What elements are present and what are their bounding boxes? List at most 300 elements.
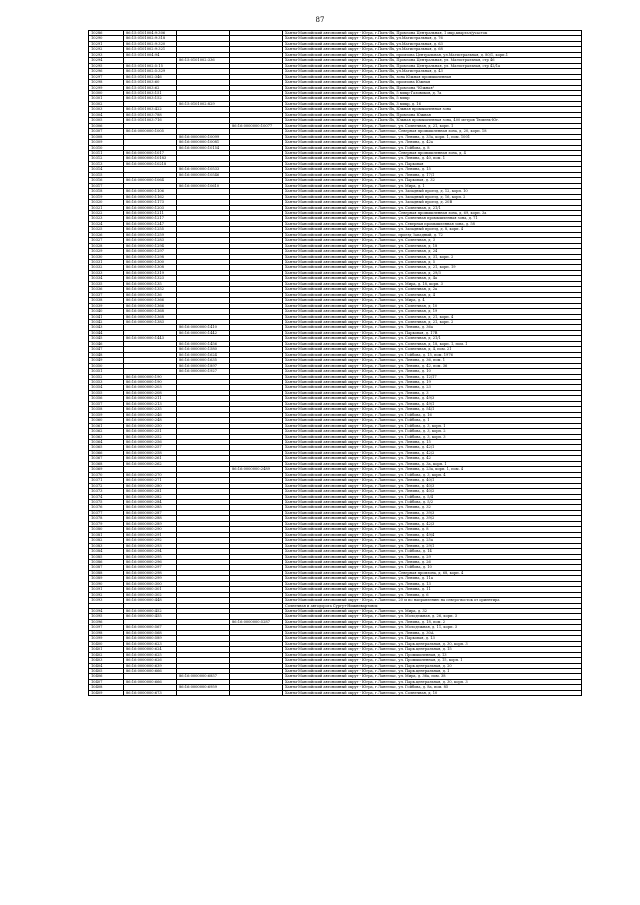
address-cell: Ханты-Мансийский автономный округ - Югра, г.Пыть-Ях, Промзона Центральная, 1 мкр,квартал/участок	[283, 31, 582, 36]
row-number-cell: 10322	[89, 210, 124, 215]
cadastral-number-land-cell: 86:16:0000000:288	[124, 516, 177, 521]
row-number-cell: 10320	[89, 200, 124, 205]
address-cell: Ханты-Мансийский автономный округ - Югра, г.Лангепас, Северная промзона, д. 68, корп. 4	[283, 570, 582, 575]
row-number-cell: 10332	[89, 265, 124, 270]
cadastral-number-land-cell: 86:16:0000000:292	[124, 538, 177, 543]
row-number-cell: 10317	[89, 183, 124, 188]
cadastral-number-land-cell: 86:16:0000000:1255	[124, 227, 177, 232]
address-cell: Ханты-Мансийский автономный округ - Югра, г.Лангепас, ул. Гойбова, д. 8	[283, 145, 582, 150]
cadastral-number-land-cell: 86:16:0000000:1297	[124, 249, 177, 254]
cadastral-number-land-cell: 86:16:0000000:1294	[124, 243, 177, 248]
address-cell: Ханты-Мансийский автономный округ - Югра, г.Пыть-Ях, Южная промышленная зона	[283, 107, 582, 112]
cadastral-number-land-cell: 86:16:0000000:1368	[124, 309, 177, 314]
row-number-cell: 10318	[89, 189, 124, 194]
cadastral-number-land-cell: 86:15:0101003:422	[124, 107, 177, 112]
row-number-cell: 10409	[89, 690, 124, 695]
address-cell: Ханты-Мансийский автономный округ - Югра, г.Лангепас, ул. Ленина, д. 12/17	[283, 374, 582, 379]
row-number-cell: 10351	[89, 369, 124, 374]
row-number-cell: 10383	[89, 543, 124, 548]
row-number-cell: 10392	[89, 592, 124, 597]
cadastral-number-land-cell: 86:15:0101002:346	[124, 74, 177, 79]
row-number-cell: 10298	[89, 80, 124, 85]
cadastral-number-land-cell: 86:16:0000000:639	[124, 663, 177, 668]
row-number-cell: 10369	[89, 467, 124, 472]
address-cell: Ханты-Мансийский автономный округ - Югра, г.Лангепас, ул. Гойбова, д. 10	[283, 565, 582, 570]
address-cell: Ханты-Мансийский автономный округ - Югра, г.Лангепас, ул. Парковая, д. 13	[283, 636, 582, 641]
row-number-cell: 10357	[89, 401, 124, 406]
address-cell: Ханты-Мансийский автономный округ - Югра, г.Лангепас, ул. Солнечная, д. 4	[283, 292, 582, 297]
cadastral-number-land-cell: 86:16:0000000:208	[124, 390, 177, 395]
cadastral-number-building-cell: 86:16:0000000:1635	[177, 358, 230, 363]
row-number-cell: 10338	[89, 298, 124, 303]
address-cell: Ханты-Мансийский автономный округ - Югра, г.Лангепас, ул. Ленина, д. 40/3	[283, 483, 582, 488]
address-cell: Ханты-Мансийский автономный округ - Югра, г.Лангепас, ул. Гойбова, д. 3, корп. 3	[283, 434, 582, 439]
cadastral-number-land-cell: 86:16:0000000:10218	[124, 161, 177, 166]
address-cell: Ханты-Мансийский автономный округ - Югра, г.Пыть-Ях, Южная промышленная зона, 400 метров Тюмень-Юг.	[283, 118, 582, 123]
cadastral-number-land-cell: 86:16:0000000:589	[124, 636, 177, 641]
cadastral-number-land-cell: 86:16:0000000:1162	[124, 194, 177, 199]
address-cell: Ханты-Мансийский автономный округ - Югра, г.Лангепас, 20 м по направлению на северо-восток от ориентира	[283, 598, 582, 603]
address-cell: Ханты-Мансийский автономный округ - Югра, г.Лангепас, ул. Ленина, д. 40, пом. 1	[283, 156, 582, 161]
address-cell: Ханты-Мансийский автономный округ - Югра, г.Пыть-Ях, промзона Центральная, ул.Магистральная, д. 80/1, корп.1	[283, 52, 582, 57]
cadastral-number-land-cell: 86:16:0000000:248	[124, 418, 177, 423]
row-number-cell: 10303	[89, 107, 124, 112]
row-number-cell: 10345	[89, 336, 124, 341]
row-number-cell: 10326	[89, 232, 124, 237]
row-number-cell: 10348	[89, 352, 124, 357]
cadastral-number-land-cell: 86:16:0000000:1173	[124, 200, 177, 205]
address-cell: Ханты-Мансийский автономный округ - Югра, г.Лангепас, ул. Ленина, д. 23а, корп. 1, пом. 4	[283, 467, 582, 472]
row-number-cell: 10311	[89, 150, 124, 155]
address-cell: Ханты-Мансийский автономный округ - Югра, г.Лангепас, ул. Солнечная, д. 5	[283, 260, 582, 265]
cadastral-number-land-cell: 86:16:0000000:261	[124, 456, 177, 461]
row-number-cell: 10356	[89, 396, 124, 401]
address-cell: Ханты-Мансийский автономный округ - Югра, г.Лангепас, ул. Солнечная, д. 10	[283, 303, 582, 308]
address-cell: Ханты-Мансийский автономный округ - Югра, г.Лангепас, ул. Мира, д. 18, корп. 3	[283, 281, 582, 286]
row-number-cell: 10344	[89, 330, 124, 335]
row-number-cell: 10404	[89, 663, 124, 668]
row-number-cell: 10373	[89, 489, 124, 494]
cadastral-number-land-cell: 86:16:0000000:296	[124, 559, 177, 564]
row-number-cell: 10330	[89, 254, 124, 259]
row-number-cell: 10384	[89, 549, 124, 554]
cadastral-number-land-cell: 86:16:0000000:1283	[124, 238, 177, 243]
row-number-cell: 10301	[89, 96, 124, 101]
row-number-cell: 10367	[89, 456, 124, 461]
address-cell: Ханты-Мансийский автономный округ - Югра, г.Лангепас, ул. Ленина, д. 3а, корп. 1	[283, 461, 582, 466]
cadastral-number-land-cell: 86:16:0000000:290	[124, 527, 177, 532]
address-cell: Ханты-Мансийский автономный округ - Югра, г.Лангепас, ул. Ленина, д. 3	[283, 390, 582, 395]
address-cell: Ханты-Мансийский автономный округ - Югра, г.Лангепас, проезд Западный, д. 72	[283, 232, 582, 237]
cadastral-number-land-cell: 86:16:0000000:1323	[124, 276, 177, 281]
cadastral-number-land-cell: 86:15:0101004:9:306	[124, 31, 177, 36]
row-number-cell: 10297	[89, 74, 124, 79]
address-cell: Ханты-Мансийский автономный округ - Югра, г.Лангепас, ул. Ленина, д. 42/3	[283, 521, 582, 526]
cadastral-number-land-cell: 86:16:0000000:136	[124, 292, 177, 297]
cadastral-number-building-cell: 86:15:0101002:829	[177, 101, 230, 106]
cadastral-number-land-cell: 86:16:0000000:666	[124, 669, 177, 674]
cadastral-number-land-cell: 86:15:0101004:94	[124, 52, 177, 57]
cadastral-number-land-cell: 86:16:0000000:673	[124, 690, 177, 695]
table-row	[89, 690, 582, 695]
address-cell: Ханты-Мансийский автономный округ - Югра, г.Лангепас, ул. Солнечная, д. 4а	[283, 276, 582, 281]
cadastral-number-premises-cell: 86:16:0000000:10077	[230, 123, 283, 128]
address-cell: Ханты-Мансийский автономный округ - Югра, г.Лангепас, ул. Ленина, д. 42	[283, 456, 582, 461]
address-cell: Ханты-Мансийский автономный округ - Югра, г.Лангепас, ул. Солнечная, д. 29/3	[283, 270, 582, 275]
cadastral-number-land-cell: 86:16:0000000:281	[124, 489, 177, 494]
address-cell: Ханты-Мансийский автономный округ - Югра, г.Пыть-Ях, промзона Южная	[283, 80, 582, 85]
row-number-cell: 10319	[89, 194, 124, 199]
cadastral-number-land-cell: 86:15:0101003:788	[124, 112, 177, 117]
cadastral-number-premises-cell: 86:16:0000000:2489	[230, 467, 283, 472]
row-number-cell: 10402	[89, 652, 124, 657]
row-number-cell: 10396	[89, 619, 124, 624]
row-number-cell: 10321	[89, 205, 124, 210]
row-number-cell: 10407	[89, 679, 124, 684]
cadastral-number-land-cell: 86:16:0000000:1064	[124, 178, 177, 183]
cadastral-number-land-cell: 86:16:0000000:262	[124, 461, 177, 466]
cadastral-number-land-cell: 86:16:0000000:300	[124, 581, 177, 586]
cadastral-number-land-cell: 86:16:0000000:251	[124, 429, 177, 434]
address-cell: Ханты-Мансийский автономный округ - Югра, г.Лангепас, ул. Гойбова, д. 15, пом. 1976	[283, 352, 582, 357]
row-number-cell: 10349	[89, 358, 124, 363]
cadastral-number-land-cell: 86:16:0000000:294	[124, 549, 177, 554]
address-cell: Ханты-Мансийский автономный округ - Югра, г.Лангепас, ул. Ленина, д. 19	[283, 380, 582, 385]
address-cell: Ханты-Мансийский автономный округ - Югра, г.Лангепас, ул. Ленина, д. 33а, корп. 1, пом. 1001	[283, 134, 582, 139]
address-cell: Ханты-Мансийский автономный округ - Югра, г.Лангепас, ул. Парковая, д. 32	[283, 178, 582, 183]
row-number-cell: 10296	[89, 69, 124, 74]
row-number-cell: 10389	[89, 576, 124, 581]
address-cell: Ханты-Мансийский автономный округ - Югра, г.Пыть-Ях, зона Южная промышленная	[283, 74, 582, 79]
row-number-cell: 10385	[89, 554, 124, 559]
cadastral-number-land-cell: 86:16:0000000:1017	[124, 150, 177, 155]
row-number-cell: 10305	[89, 118, 124, 123]
address-cell: Ханты-Мансийский автономный округ - Югра, г.Лангепас, ул. Солнечная, д. 21, корп. 4	[283, 314, 582, 319]
row-number-cell: 10406	[89, 674, 124, 679]
row-number-cell: 10379	[89, 521, 124, 526]
cadastral-number-building-cell: 86:16:0000000:10610	[177, 183, 230, 188]
address-cell: Ханты-Мансийский автономный округ - Югра, г.Пыть-Ях, 5 микр	[283, 96, 582, 101]
cadastral-number-land-cell: 86:16:0000000:452	[124, 609, 177, 614]
cadastral-number-land-cell: 86:16:0000000:211	[124, 396, 177, 401]
cadastral-number-building-cell: 86:16:0000000:10081	[177, 140, 230, 145]
address-cell: Ханты-Мансийский автономный округ - Югра, г.Лангепас, ул. Солнечная, д. 10	[283, 690, 582, 695]
address-cell: Ханты-Мансийский автономный округ - Югра, г.Лангепас, ул. Солнечная промышленная зона, д. 71	[283, 216, 582, 221]
cadastral-number-building-cell: 86:16:0000000:1897	[177, 363, 230, 368]
cadastral-number-land-cell: 86:16:0000000:302	[124, 592, 177, 597]
cadastral-number-land-cell: 86:16:0000000:282	[124, 494, 177, 499]
row-number-cell: 10340	[89, 309, 124, 314]
address-cell: Ханты-Мансийский автономный округ - Югра, г.Лангепас, ул. Солнечная, д. 21/1	[283, 336, 582, 341]
address-cell: Ханты-Мансийский автономный округ - Югра, г.Лангепас, ул. Солнечная, д. 21, корп. 19	[283, 265, 582, 270]
cadastral-number-land-cell: 86:16:0000000:256	[124, 439, 177, 444]
row-number-cell: 10358	[89, 407, 124, 412]
address-cell: Ханты-Мансийский автономный округ - Югра, г.Пыть-Ях, Промзона "Южная"	[283, 85, 582, 90]
cadastral-number-building-cell: 86:16:0000000:1580	[177, 347, 230, 352]
cadastral-number-building-cell: 86:16:0000000:10154	[177, 145, 230, 150]
row-number-cell: 10336	[89, 287, 124, 292]
address-cell: Ханты-Мансийский автономный округ - Югра, г.Лангепас, ул. Ленина, д. 49/1	[283, 401, 582, 406]
cadastral-number-land-cell: 86:16:0000000:213	[124, 401, 177, 406]
row-number-cell: 10309	[89, 140, 124, 145]
row-number-cell: 10355	[89, 390, 124, 395]
address-cell: Ханты-Мансийский автономный округ - Югра, г.Лангепас, ул. Солнечная, д. 24	[283, 249, 582, 254]
address-cell: Ханты-Мансийский автономный округ - Югра, г.Лангепас, ул. Парк.центральная, д. 30, корп. 3	[283, 679, 582, 684]
row-number-cell: 10323	[89, 216, 124, 221]
cadastral-number-land-cell: 86:16:0000000:203	[124, 385, 177, 390]
row-number-cell: 10382	[89, 538, 124, 543]
row-number-cell: 10394	[89, 609, 124, 614]
row-number-cell: 10391	[89, 587, 124, 592]
row-number-cell: 10290	[89, 36, 124, 41]
cadastral-number-land-cell: 86:16:0000000:1383	[124, 320, 177, 325]
address-cell: Ханты-Мансийский автономный округ - Югра, г.Лангепас, ул. Ленина, д. 8	[283, 527, 582, 532]
row-number-cell: 10353	[89, 380, 124, 385]
address-cell: Ханты-Мансийский автономный округ - Югра, г.Пыть-Ях, ул.Магистральная, д. 76	[283, 36, 582, 41]
address-cell: Ханты-Мансийский автономный округ - Югра, г.Лангепас, ул. Гойбова, д. 5/2	[283, 499, 582, 504]
cadastral-number-land-cell: 86:16:0000000:1259	[124, 232, 177, 237]
row-number-cell: 10337	[89, 292, 124, 297]
row-number-cell: 10310	[89, 145, 124, 150]
cadastral-number-land-cell: 86:15:0101002:9:321	[124, 47, 177, 52]
address-cell: Ханты-Мансийский автономный округ - Югра, г.Лангепас, ул. Ленина, д. 11	[283, 587, 582, 592]
address-cell: Ханты-Мансийский автономный округ - Югра, г.Лангепас, ул. Ленина, д. 6	[283, 592, 582, 597]
cadastral-number-land-cell: 86:16:0000000:135	[124, 281, 177, 286]
address-cell: Ханты-Мансийский автономный округ - Югра, г.Лангепас, ул. Молодежная, д. 26, корп. 3	[283, 614, 582, 619]
row-number-cell: 10313	[89, 161, 124, 166]
row-number-cell: 10316	[89, 178, 124, 183]
row-number-cell: 10324	[89, 221, 124, 226]
address-cell: Ханты-Мансийский автономный округ - Югра, г.Лангепас, Северная промышленная зона, д. 4	[283, 150, 582, 155]
address-cell: Ханты-Мансийский автономный округ - Югра, г.Лангепас, ул. Ленина, д. 42/1	[283, 445, 582, 450]
cadastral-number-land-cell: 86:16:0000000:291	[124, 532, 177, 537]
address-cell: Ханты-Мансийский автономный округ - Югра, г.Лангепас, ул. Солнечная, д. 19	[283, 309, 582, 314]
address-cell: Ханты-Мансийский автономный округ - Югра, г.Лангепас, ул. Ленина, д. 11а	[283, 576, 582, 581]
address-cell: Ханты-Мансийский автономный округ - Югра, г.Лангепас, Северная промышленная зона, д. 20, корп. 18	[283, 129, 582, 134]
address-cell: Ханты-Мансийский автономный округ - Югра, г.Лангепас, ул. Западный проезд, д. 16, корп. 2	[283, 194, 582, 199]
address-cell: Ханты-Мансийский автономный округ - Югра, г.Лангепас, ул. Мира, д. 32	[283, 609, 582, 614]
row-number-cell: 10346	[89, 341, 124, 346]
address-cell: Ханты-Мансийский автономный округ - Югра, г.Лангепас, ул. Гойбова, д. 3, корп. 4	[283, 472, 582, 477]
row-number-cell: 10390	[89, 581, 124, 586]
row-number-cell: 10294	[89, 58, 124, 63]
row-number-cell: 10306	[89, 123, 124, 128]
address-cell: Ханты-Мансийский автономный округ - Югра, г.Пыть-Ях, ул.Магистральная, д. 63	[283, 41, 582, 46]
cadastral-number-premises-cell	[230, 690, 283, 695]
row-number-cell: 10347	[89, 347, 124, 352]
cadastral-number-building-cell: 86:16:0000000:1927	[177, 369, 230, 374]
row-number-cell: 10359	[89, 412, 124, 417]
row-number-cell: 10292	[89, 47, 124, 52]
address-cell: Ханты-Мансийский автономный округ - Югра, г.Лангепас, ул. Западный проезд, д. 8, корп. 4	[283, 227, 582, 232]
address-cell: Солнечная и автодорога Сургут-Нижневартовск	[283, 603, 582, 608]
row-number-cell: 10342	[89, 320, 124, 325]
address-cell: Ханты-Мансийский автономный округ - Югра, г.Лангепас, ул. Гойбова, д. 14	[283, 549, 582, 554]
address-cell: Ханты-Мансийский автономный округ - Югра, г.Лангепас, ул. Молодежная, д. 11, корп. 3	[283, 625, 582, 630]
address-cell: Ханты-Мансийский автономный округ - Югра, г.Лангепас, ул. Ленина, д. 15	[283, 167, 582, 172]
cadastral-number-land-cell: 86:16:0000000:666	[124, 679, 177, 684]
address-cell: Ханты-Мансийский автономный округ - Югра, г.Лангепас, ул. Промышленная, д. 13	[283, 652, 582, 657]
address-cell: Ханты-Мансийский автономный округ - Югра, г.Лангепас, ул. Мира, д. 36а, пом. 38	[283, 674, 582, 679]
address-cell: Ханты-Мансийский автономный округ - Югра, г.Лангепас, ул. Ленина, д. 29/1	[283, 543, 582, 548]
address-cell: Ханты-Мансийский автономный округ - Югра, г.Лангепас, ул. Ленина, д. 39/2	[283, 516, 582, 521]
address-cell: Ханты-Мансийский автономный округ - Югра, г.Лангепас, ул. Гойбова, д. 3, корп. 2	[283, 429, 582, 434]
cadastral-number-land-cell: 86:16:0000000:289	[124, 521, 177, 526]
address-cell: Ханты-Мансийский автономный округ - Югра, г.Лангепас, ул. Ленина, д. 29	[283, 554, 582, 559]
address-cell: Ханты-Мансийский автономный округ - Югра, г.Лангепас, ул. Ленина, д. 42а	[283, 140, 582, 145]
address-cell: Ханты-Мансийский автономный округ - Югра, г.Лангепас, ул. Парк.центральная, д. 15	[283, 647, 582, 652]
cadastral-number-land-cell: 86:15:0101003:716	[124, 118, 177, 123]
cadastral-number-land-cell: 86:16:0000000:297	[124, 565, 177, 570]
address-cell: Ханты-Мансийский автономный округ - Югра, г.Лангепас, ул. Ленина, д. 32	[283, 505, 582, 510]
row-number-cell: 10399	[89, 636, 124, 641]
cadastral-number-land-cell: 86:16:0000000:235	[124, 407, 177, 412]
cadastral-number-land-cell: 86:16:0000000:624	[124, 647, 177, 652]
cadastral-number-land-cell: 86:16:0000000:257	[124, 445, 177, 450]
cadastral-number-building-cell: 86:15:0101002:336	[177, 58, 230, 63]
address-cell: Ханты-Мансийский автономный округ - Югра, г.Лангепас, ул. Ленина, д. 36, пом. 1	[283, 358, 582, 363]
cadastral-number-premises-cell: 86:16:0000000:5287	[230, 619, 283, 624]
address-cell: Ханты-Мансийский автономный округ - Югра, г.Лангепас, ул. Парковая	[283, 161, 582, 166]
cadastral-number-land-cell: 86:16:0000000:190	[124, 380, 177, 385]
cadastral-number-land-cell: 86:15:0101003:151	[124, 90, 177, 95]
row-number-cell: 10366	[89, 450, 124, 455]
address-cell: Ханты-Мансийский автономный округ - Югра, г.Лангепас, ул. Солнечная, д. 31, корп. 2	[283, 254, 582, 259]
cadastral-number-land-cell: 86:15:0101002:9:318	[124, 36, 177, 41]
address-cell: Ханты-Мансийский автономный округ - Югра, г.Лангепас, ул. Мира, д. 1	[283, 183, 582, 188]
row-number-cell: 10300	[89, 90, 124, 95]
cadastral-number-land-cell: 86:16:0000000:455	[124, 614, 177, 619]
page-number: 87	[315, 16, 325, 24]
row-number-cell: 10343	[89, 325, 124, 330]
row-number-cell: 10403	[89, 658, 124, 663]
address-cell: Ханты-Мансийский автономный округ - Югра, г.Лангепас, ул. Северная промышленная зона, д. 58	[283, 221, 582, 226]
cadastral-number-land-cell: 86:16:0000000:10183	[124, 156, 177, 161]
row-number-cell: 10381	[89, 532, 124, 537]
row-number-cell: 10335	[89, 281, 124, 286]
address-cell: Ханты-Мансийский автономный округ - Югра, г.Лангепас, ул. Парк.центральная, д. 1	[283, 669, 582, 674]
cadastral-number-land-cell: 86:16:0000000:1211	[124, 210, 177, 215]
cadastral-number-land-cell: 86:15:0101003:62	[124, 85, 177, 90]
cadastral-number-land-cell: 86:16:0000000:1247	[124, 221, 177, 226]
cadastral-number-land-cell: 86:15:0101003:60	[124, 80, 177, 85]
cadastral-number-land-cell: 86:16:0000000:284	[124, 499, 177, 504]
address-cell: Ханты-Мансийский автономный округ - Югра, г.Пыть-Ях, ул.Магистральная, д. 68	[283, 47, 582, 52]
cadastral-number-land-cell: 86:16:0000000:280	[124, 483, 177, 488]
address-cell: Ханты-Мансийский автономный округ - Югра, г.Лангепас, ул. Солнечная, д. 2а	[283, 287, 582, 292]
cadastral-number-land-cell: 86:16:0000000:301	[124, 587, 177, 592]
address-cell: Ханты-Мансийский автономный округ - Югра, г.Лангепас, ул. Парк.центральная, д. 20	[283, 663, 582, 668]
cadastral-number-land-cell: 86:16:0000000:1368	[124, 314, 177, 319]
row-number-cell: 10372	[89, 483, 124, 488]
cadastral-number-building-cell: 86:16:0000000:10546	[177, 172, 230, 177]
address-cell: Ханты-Мансийский автономный округ - Югра, г.Лангепас, ул. Парк.центральная, д. 30, корп. 3	[283, 641, 582, 646]
cadastral-number-land-cell: 86:15:0101002:5:15	[124, 63, 177, 68]
cadastral-number-land-cell: 86:16:0000000:1300	[124, 260, 177, 265]
row-number-cell: 10376	[89, 505, 124, 510]
row-number-cell: 10350	[89, 363, 124, 368]
row-number-cell: 10397	[89, 625, 124, 630]
cadastral-number-land-cell: 86:16:0000000:1366	[124, 298, 177, 303]
row-number-cell: 10293	[89, 52, 124, 57]
row-number-cell: 10325	[89, 227, 124, 232]
address-cell: Ханты-Мансийский автономный округ - Югра, г.Лангепас, ул. Гойбова, д. 8а, пом. 85	[283, 685, 582, 690]
cadastral-number-building-cell: 86:16:0000000:1442	[177, 330, 230, 335]
row-number-cell: 10362	[89, 429, 124, 434]
address-cell: Ханты-Мансийский автономный округ - Югра, г.Лангепас, ул. Ленина, д. 18, пом. 2	[283, 619, 582, 624]
address-cell: Ханты-Мансийский автономный округ - Югра, г.Пыть-Ях, Промзона Южная	[283, 112, 582, 117]
cadastral-number-land-cell: 86:16:0000000:299	[124, 576, 177, 581]
row-number-cell: 10295	[89, 63, 124, 68]
cadastral-number-building-cell: 86:16:0000000:6959	[177, 685, 230, 690]
row-number-cell: 10327	[89, 238, 124, 243]
cadastral-number-land-cell: 86:15:0101002:5:329	[124, 69, 177, 74]
cadastral-number-land-cell: 86:16:0000000:285	[124, 505, 177, 510]
cadastral-number-land-cell: 86:16:0000000:623	[124, 641, 177, 646]
row-number-cell: 10307	[89, 129, 124, 134]
cadastral-number-land-cell: 86:16:0000000:252	[124, 434, 177, 439]
address-cell: Ханты-Мансийский автономный округ - Югра, г.Лангепас, ул. Солнечная, д. 21, корп. 1	[283, 123, 582, 128]
address-cell: Ханты-Мансийский автономный округ - Югра, г.Лангепас, ул. Ленина, д. 23	[283, 385, 582, 390]
address-cell: Ханты-Мансийский автономный округ - Югра, г.Лангепас, ул. Солнечная, д. 21/1	[283, 205, 582, 210]
address-cell: Ханты-Мансийский автономный округ - Югра, г.Лангепас, ул. Ленина, д. 39/3	[283, 510, 582, 515]
cadastral-number-building-cell: 86:16:0000000:1410	[177, 325, 230, 330]
row-number-cell: 10371	[89, 478, 124, 483]
row-number-cell: 10408	[89, 685, 124, 690]
cadastral-number-land-cell: 86:16:0000000:295	[124, 554, 177, 559]
cadastral-number-land-cell: 86:16:0000000:293	[124, 543, 177, 548]
cadastral-number-land-cell: 86:16:0000000:190	[124, 374, 177, 379]
row-number-cell: 10354	[89, 385, 124, 390]
cadastral-number-land-cell: 86:16:0000000:1319	[124, 270, 177, 275]
cadastral-number-land-cell: 86:16:0000000:568	[124, 630, 177, 635]
address-cell: Ханты-Мансийский автономный округ - Югра, г.Лангепас, ул. Ленина, д. 25а	[283, 538, 582, 543]
cadastral-number-building-cell: 86:16:0000000:1624	[177, 352, 230, 357]
row-number-cell: 10308	[89, 134, 124, 139]
row-number-cell: 10312	[89, 156, 124, 161]
address-cell: Ханты-Мансийский автономный округ - Югра, г.Лангепас, ул. Солнечная, д. 4, пом. 21	[283, 347, 582, 352]
register-table	[88, 30, 582, 696]
address-cell: Ханты-Мансийский автономный округ - Югра, г.Лангепас, ул. Мира, д. 4	[283, 298, 582, 303]
cadastral-number-land-cell: 86:16:0000000:246	[124, 412, 177, 417]
row-number-cell: 10374	[89, 494, 124, 499]
address-cell: Ханты-Мансийский автономный округ - Югра, г.Лангепас, ул. Парковая, д. 17В	[283, 330, 582, 335]
address-cell: Ханты-Мансийский автономный округ - Югра, г.Лангепас, ул. Западный проезд, д. 12, корп. 10	[283, 189, 582, 194]
address-cell: Ханты-Мансийский автономный округ - Югра, г.Лангепас, ул. Ленина, д. 42, пом. 36	[283, 363, 582, 368]
cadastral-number-land-cell: 86:16:0000000:1366	[124, 303, 177, 308]
address-cell: Ханты-Мансийский автономный округ - Югра, г.Пыть-Ях, ул.Магистральная, д. 43	[283, 69, 582, 74]
cadastral-number-land-cell: 86:16:0000000:1217	[124, 216, 177, 221]
row-number-cell: 10370	[89, 472, 124, 477]
row-number-cell: 10328	[89, 243, 124, 248]
row-number-cell: 10405	[89, 669, 124, 674]
cadastral-number-land-cell: 86:16:0000000:1443	[124, 336, 177, 341]
address-cell: Ханты-Мансийский автономный округ - Югра, г.Лангепас, ул. Солнечная, д. 18	[283, 243, 582, 248]
row-number-cell: 10400	[89, 641, 124, 646]
address-cell: Ханты-Мансийский автономный округ - Югра, г.Лангепас, ул. Солнечная, д. 3	[283, 238, 582, 243]
address-cell: Ханты-Мансийский автономный округ - Югра, г.Лангепас, ул. Солнечная, д. 18, корп. 1, пом. 1	[283, 341, 582, 346]
cadastral-number-land-cell: 86:15:0101003:152	[124, 96, 177, 101]
cadastral-number-building-cell: 86:16:0000000:6857	[177, 674, 230, 679]
address-cell: Ханты-Мансийский автономный округ - Югра, г.Лангепас, ул. Ленина, д. 17/1	[283, 172, 582, 177]
row-number-cell: 10286	[89, 31, 124, 36]
cadastral-number-land-cell: 86:16:0000000:1005	[124, 129, 177, 134]
row-number-cell: 10304	[89, 112, 124, 117]
row-number-cell: 10386	[89, 559, 124, 564]
cadastral-number-land-cell: 86:16:0000000:567	[124, 625, 177, 630]
cadastral-number-land-cell: 86:15:0101002:9:320	[124, 41, 177, 46]
address-cell: Ханты-Мансийский автономный округ - Югра, г.Лангепас, ул. Ленина, д. 36а	[283, 325, 582, 330]
